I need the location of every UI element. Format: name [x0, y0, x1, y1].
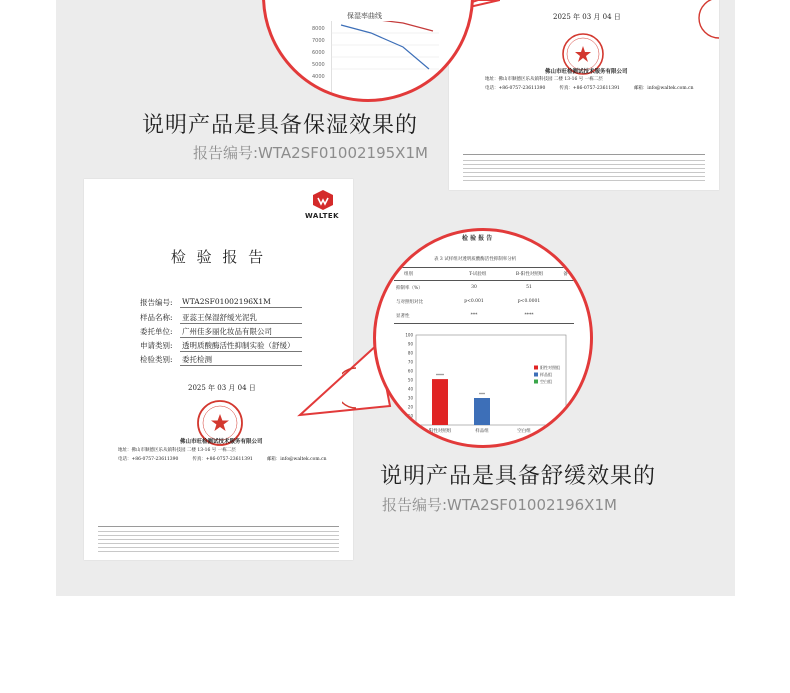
significance-label: ***	[479, 392, 485, 397]
significance-label: ****	[436, 373, 444, 379]
table-cell: 30	[471, 285, 477, 290]
table-cell: p<0.001	[464, 299, 484, 304]
table-cell: p<0.0001	[517, 299, 541, 304]
field-client	[140, 326, 302, 338]
curve-tick: 4000	[312, 74, 325, 80]
waltek-logo-icon	[312, 189, 334, 211]
table-row	[394, 309, 574, 324]
field-label: 样品名称:	[140, 313, 173, 322]
report-date: 2025 年 03 月 04 日	[188, 384, 256, 392]
bar-chart	[394, 329, 584, 441]
top-report-mail: 邮箱：info@waltek.com.cn	[633, 86, 694, 91]
report-mail: 邮箱：info@waltek.com.cn	[266, 457, 327, 462]
curve-tick: 5000	[312, 62, 325, 68]
y-tick-label: 100	[405, 332, 413, 338]
report-phone: 电话：+86-0757-23611390	[118, 457, 179, 462]
caption-soothing-report-no: 报告编号:WTA2SF01002196X1M	[382, 496, 617, 514]
field-value: 亚蕊王保湿舒缓光泥乳	[180, 312, 302, 324]
field-value: 委托检测	[180, 354, 302, 366]
table-cell: 显著性	[396, 314, 410, 319]
top-report-date: 2025 年 03 月 04 日	[553, 13, 621, 21]
field-test-type	[140, 354, 302, 366]
field-label: 检验类别:	[140, 355, 173, 364]
table-cell: 抑制率（%）	[396, 286, 423, 291]
curve-lines	[331, 21, 441, 101]
x-tick-label: 阳性对照组	[428, 429, 452, 434]
y-tick-label: 70	[407, 359, 413, 365]
report-address: 地址：佛山市顺德区乐从镇科技园 二楼 13-16 号 一栋二层	[118, 448, 236, 453]
report-footer-rule	[98, 526, 339, 527]
table-header: 备	[563, 272, 568, 277]
table-header: T-试验组	[468, 272, 487, 277]
y-tick-label: 90	[407, 341, 413, 347]
field-label: 申请类别:	[140, 341, 173, 350]
legend-label: 空白组	[540, 379, 552, 384]
report-lab-name: 佛山市旺检测试技术服务有限公司	[180, 439, 263, 445]
y-tick-label: 80	[407, 350, 413, 356]
field-label: 报告编号:	[140, 298, 173, 307]
table-cell: ***	[470, 313, 478, 318]
caption-moisturizing-report-no: 报告编号:WTA2SF01002195X1M	[193, 144, 428, 162]
table-header: B-阳性对照组	[515, 272, 544, 277]
x-tick-label: 空白组	[517, 429, 531, 434]
table-cell: ****	[524, 313, 534, 318]
stamp-partial-icon	[697, 0, 719, 50]
stamp-partial-icon	[342, 366, 358, 410]
y-tick-label: 10	[407, 413, 413, 419]
table-row	[394, 295, 574, 309]
legend-label: 阳性对照组	[540, 365, 560, 370]
field-sample-name	[140, 312, 302, 324]
legend-swatch	[534, 380, 538, 384]
y-tick-label: 20	[407, 404, 413, 410]
lens-table-title: 表 3 试样组对透明质酸酶活性抑制率分析	[434, 257, 517, 262]
lens-table	[394, 267, 574, 324]
y-tick-label: 0	[410, 422, 413, 428]
legend-label: 样品组	[540, 372, 552, 377]
magnifier-bar-chart	[373, 228, 593, 448]
y-tick-label: 40	[407, 386, 413, 392]
x-tick-label: 样品组	[475, 429, 489, 434]
caption-moisturizing: 说明产品是具备保湿效果的	[142, 113, 419, 138]
brand-name: WALTEK	[305, 212, 340, 220]
curve-tick: 8000	[312, 26, 325, 32]
caption-soothing: 说明产品是具备舒缓效果的	[380, 464, 657, 489]
report-fax: 传真：+86-0757-23611391	[192, 457, 253, 462]
table-cell: 51	[526, 285, 532, 290]
field-value: 广州佳多丽化妆品有限公司	[180, 326, 302, 338]
field-value: WTA2SF01002196X1M	[180, 297, 302, 308]
curve-chart-title: 保湿率曲线	[347, 12, 382, 20]
curve-tick: 6000	[312, 50, 325, 56]
top-report-lab-name: 佛山市旺检测试技术服务有限公司	[545, 69, 628, 75]
y-tick-label: 60	[407, 368, 413, 374]
report-title: 检 验 报 告	[170, 248, 267, 266]
lens-section-title: 检 验 报 告	[462, 235, 493, 242]
top-report-fax: 传真：+86-0757-23611391	[559, 86, 620, 91]
table-row	[394, 281, 574, 295]
top-report-address: 地址：佛山市顺德区乐从镇科技园 二楼 13-16 号 一栋二层	[485, 77, 603, 82]
table-header: 组别	[404, 272, 413, 277]
legend-swatch	[534, 366, 538, 370]
field-value: 透明质酸酶活性抑制实验（舒缓）	[180, 340, 302, 352]
top-report-rule	[463, 154, 705, 155]
field-label: 委托单位:	[140, 327, 173, 336]
y-tick-label: 30	[407, 395, 413, 401]
bar	[474, 398, 490, 425]
top-report-phone: 电话：+86-0757-23611390	[485, 86, 546, 91]
y-tick-label: 50	[407, 377, 413, 383]
curve-tick: 7000	[312, 38, 325, 44]
table-cell: 与对照组对比	[396, 300, 423, 305]
legend-swatch	[534, 373, 538, 377]
bar	[432, 379, 448, 425]
curve-y-ticks	[312, 23, 325, 83]
top-report-page	[449, 0, 719, 190]
field-report-no	[140, 297, 302, 308]
field-application-type	[140, 340, 302, 352]
